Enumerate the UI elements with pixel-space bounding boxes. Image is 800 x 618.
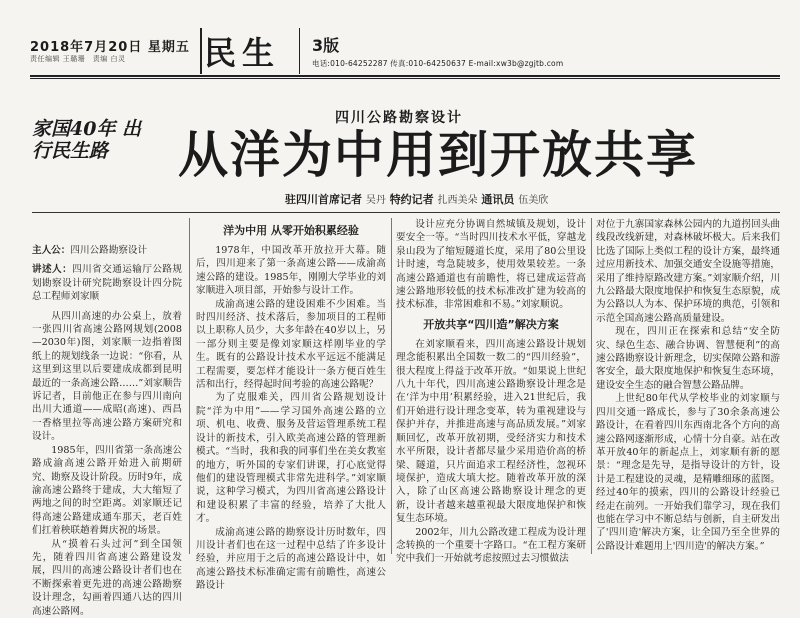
paragraph: 从四川高速的办公桌上，放着一张四川省高速公路网规划(2008—2030年)图，刘家顺一边指着图纸上的规划线条一边说：“你看，从这里到这里以后要建成成都到昆明最近的一条高速公路……”刘家顺告诉记者，目前他正在参与四川南向出川大通道——成昭(高速)、西昌一香格里拉等高速公路方案研究和设计。	[32, 310, 182, 443]
column-divider	[391, 218, 392, 554]
paragraph: 成渝高速公路的建设困难不少困难。当时四川经济、技术落后，参加项目的工程师以上职称人员少，大多年龄在40岁以上，另一部分则主要是像刘家顺这样刚毕业的学生。既有的公路设计技术水平远远不能满足工程需要，要怎样才能设计一条方便百姓生活和出行，经得起时间考验的高速公路呢？	[196, 298, 386, 391]
narrator-label: 讲述人：	[32, 264, 73, 276]
article-subtitle: 四川公路勘察设计	[335, 110, 463, 126]
byline-name: 伍美欣	[518, 195, 549, 206]
paragraph: 成渝高速公路的勘察设计历时数年，四川设计者们也在这一过程中总结了许多设计经验，并应用于之后的高速公路设计中，如高速公路技术标准确定需有前瞻性，高速公路设计	[196, 526, 386, 592]
issue-date: 2018年7月20日 星期五	[30, 40, 190, 55]
byline-role: 通讯员	[481, 193, 515, 206]
paragraph: 从“摸着石头过河”到全国领先，随着四川省高速公路建设发展，四川的高速公路设计者们也在不断探索着更先进的高速公路勘察设计理念，勾画着四通八达的四川高速公路网。	[32, 538, 182, 617]
column-4	[596, 218, 780, 554]
paragraph: 设计应充分协调自然城镇及规划，设计要安全一等。“当时四川技术水平低，穿越龙泉山段为了缩短隧道长度，采用了80公里设计时速，弯急陡坡多，使用效果较差。一条高速公路通道也有前瞻性，将已建成运营高速公路地形较低的技术标准改扩建为较高的技术标准，非常困难和不易。”刘家顺说。	[396, 219, 586, 311]
byline-name: 吴丹	[365, 195, 386, 206]
editors-line: 责任编辑 王璐珊 责编 白灵	[30, 55, 126, 63]
paragraph: 1985年，四川省第一条高速公路成渝高速公路开始进入前期研究、勘察及设计阶段。历时9年，成渝高速公路终于建成，大大缩短了两地之间的时空距离。刘家顺还记得高速公路建成通车那天，老百姓们扛着秧联趟着舞庆祝的场景。	[32, 444, 183, 537]
section-heading: 洋为中用 从零开始积累经验	[223, 224, 359, 237]
section-title: 民生	[204, 34, 281, 72]
paragraph: 现在，四川正在探索和总结“安全防灾、绿色生态、融合协调、智慧便利”的高速公路勘察设计新理念，切实保障公路和游客安全，最大限度地保护和恢复生态环境，建设安全生态的融合智慧公路品牌。	[596, 326, 780, 391]
column-divider	[189, 218, 190, 554]
host-line	[32, 244, 182, 257]
host-label: 主人公：	[32, 245, 71, 256]
paragraph: 2002年，川九公路改建工程成为设计理念转换的一个重要十字路口。“在工程方案研究中我们一开始就考虑按照过去习惯做法	[396, 526, 586, 565]
byline-role: 特约记者	[389, 193, 434, 206]
column-3	[396, 218, 586, 565]
column-1	[32, 244, 183, 617]
section-heading: 开放共享“四川造”解决方案	[423, 317, 559, 331]
paragraph: 在刘家顺看来，四川高速公路设计规划理念能积累出全国数一数二的“四川经验”，很大程度上得益于改革开放。“如果说上世纪八九十年代，四川高速公路勘察设计理念是在‘洋为中用’积累经验，进入21世纪后，我们开始进行设计理念变革，转为重视建设与保护并存，并推进高速与高品质发展。”刘家顺回忆，改革开放初期，受经济实力和技术水平所限，设计者都尽量少采用造价高的桥梁、隧道，只片面追求工程经济性，忽视环境保护，造成大填大挖。随着改革开放的深入，除了山区高速公路勘察设计理念的更新，设计者越来越重视最大限度地保护和恢复生态环境。	[396, 338, 586, 525]
byline-name: 扎西美朵	[437, 195, 478, 206]
contact-line: 电话:010-64252287 传真:010-64250637 E-mail:xw3b@zgjtb.com	[312, 59, 564, 68]
column-divider	[591, 218, 592, 554]
paragraph: 为了克服难关，四川省公路规划设计院“洋为中用”——学习国外高速公路的立项、机电、收费、服务及营运管理系统工程设计的新技术，引入欧美高速公路的管理新模式。“当时，我和我的同事们坐在美女教室的地方，听外国的专家们讲课，打心底觉得他们的建设管理模式非常先进科学。”刘家顺说，这种学习模式，为四川省高速公路设计和建设积累了丰富的经验，培养了大批人才。	[196, 392, 386, 525]
column-2	[196, 218, 386, 592]
narrator-value: 四川省交通运输厅公路规划勘察设计研究院勘察设计四分院总工程师刘家顺	[32, 264, 183, 303]
host-value: 四川公路勘察设计	[70, 245, 148, 256]
paragraph: 对位于九寨国家森林公园内的九道拐回头曲线段改线新建，对森林破坏极大。后来我们比选了国际上类似工程的设计方案，最终通过应用新技术、加强交通安全设施等措施，采用了维持原路改建方案。”刘家顺介绍，川九公路最大限度地保护和恢复生态原貌，成为公路以人为本、保护环境的典范，引领和示范全国高速公路高质量建设。	[596, 219, 780, 324]
paragraph: 1978年，中国改革开放拉开大幕。随后，四川迎来了第一条高速公路——成渝高速公路的建设。1985年，刚刚大学毕业的刘家顺进入项目部，开始参与设计工作。	[196, 245, 386, 297]
masthead-rule-thin	[30, 78, 780, 79]
narrator-line	[32, 263, 182, 303]
series-kicker: 家国40年 出行民生路	[32, 118, 142, 162]
page-number: 3版	[312, 36, 340, 55]
byline	[285, 191, 548, 207]
title-divider	[32, 212, 780, 213]
paragraph: 上世纪80年代从学校毕业的刘家顺与四川交通一路成长，参与了30余条高速公路设计，在看着四川东西南北各个方向的高速公路网逐渐形成，心情十分自豪。站在改革开放40年的新起点上，刘家顺有新的愿景：“理念是先导，是指导设计的方针，设计是工程建设的灵魂，是精雕细琢的蓝图。经过40年的摸索，四川的公路设计经验已经走在前列。一开始我们靠学习，现在我们也能在学习中不断总结与创新，自主研发出了'四川造'解决方案，让全国乃至全世界的公路设计难题用上'四川造'的解决方案。”	[596, 393, 780, 552]
masthead-rule	[30, 75, 780, 77]
article-headline: 从洋为中用到开放共享	[178, 126, 698, 184]
byline-role: 驻四川首席记者	[285, 193, 362, 206]
